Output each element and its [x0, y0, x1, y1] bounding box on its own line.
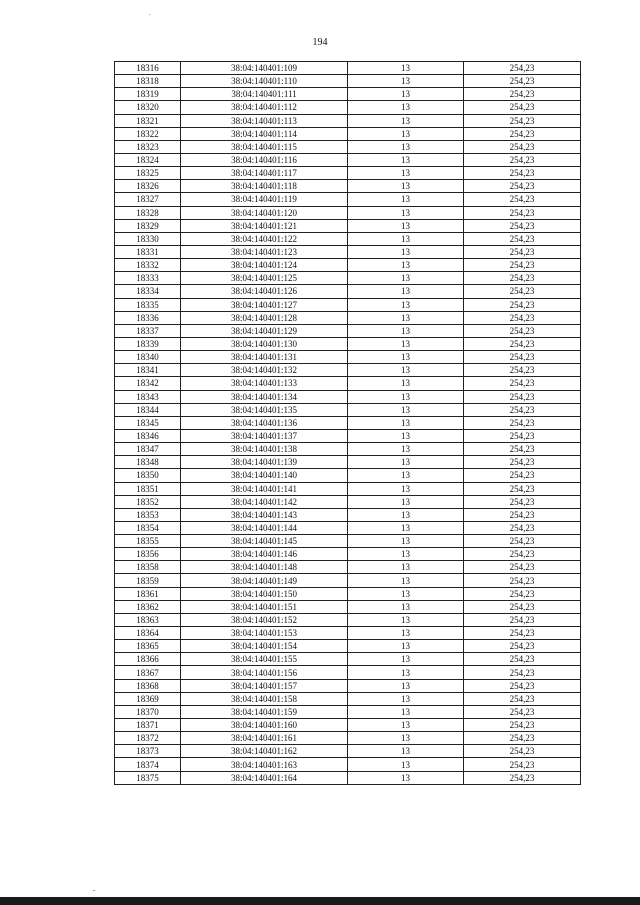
- table-row: [115, 232, 581, 245]
- scan-edge-bar: [0, 897, 640, 905]
- cadastral-number-cell: 38:04:140401:154: [181, 640, 348, 653]
- count-cell: 13: [348, 75, 464, 88]
- cadastral-number-cell: 38:04:140401:145: [181, 535, 348, 548]
- row-number-cell: 18319: [115, 88, 181, 101]
- count-cell: 13: [348, 88, 464, 101]
- cadastral-number-cell: 38:04:140401:150: [181, 587, 348, 600]
- row-number-cell: 18367: [115, 666, 181, 679]
- cadastral-number-cell: 38:04:140401:152: [181, 613, 348, 626]
- table-row: [115, 272, 581, 285]
- count-cell: 13: [348, 311, 464, 324]
- table-row: [115, 666, 581, 679]
- cadastral-number-cell: 38:04:140401:138: [181, 443, 348, 456]
- row-number-cell: 18371: [115, 719, 181, 732]
- table-row: [115, 62, 581, 75]
- table-body: [115, 62, 581, 785]
- row-number-cell: 18330: [115, 232, 181, 245]
- count-cell: 13: [348, 377, 464, 390]
- table-row: [115, 180, 581, 193]
- scan-speck: [149, 14, 150, 15]
- table-row: [115, 337, 581, 350]
- table-row: [115, 521, 581, 534]
- row-number-cell: 18346: [115, 429, 181, 442]
- cadastral-number-cell: 38:04:140401:130: [181, 337, 348, 350]
- row-number-cell: 18352: [115, 495, 181, 508]
- table-row: [115, 245, 581, 258]
- row-number-cell: 18364: [115, 627, 181, 640]
- table-row: [115, 705, 581, 718]
- count-cell: 13: [348, 403, 464, 416]
- table-row: [115, 101, 581, 114]
- area-cell: 254,23: [464, 758, 581, 771]
- area-cell: 254,23: [464, 587, 581, 600]
- table-row: [115, 732, 581, 745]
- table-row: [115, 495, 581, 508]
- cadastral-number-cell: 38:04:140401:115: [181, 140, 348, 153]
- area-cell: 254,23: [464, 627, 581, 640]
- cadastral-number-cell: 38:04:140401:139: [181, 456, 348, 469]
- table-row: [115, 574, 581, 587]
- area-cell: 254,23: [464, 153, 581, 166]
- table-row: [115, 548, 581, 561]
- count-cell: 13: [348, 167, 464, 180]
- row-number-cell: 18328: [115, 206, 181, 219]
- area-cell: 254,23: [464, 679, 581, 692]
- area-cell: 254,23: [464, 640, 581, 653]
- area-cell: 254,23: [464, 574, 581, 587]
- cadastral-number-cell: 38:04:140401:118: [181, 180, 348, 193]
- area-cell: 254,23: [464, 245, 581, 258]
- row-number-cell: 18340: [115, 351, 181, 364]
- area-cell: 254,23: [464, 653, 581, 666]
- area-cell: 254,23: [464, 377, 581, 390]
- cadastral-number-cell: 38:04:140401:123: [181, 245, 348, 258]
- area-cell: 254,23: [464, 719, 581, 732]
- row-number-cell: 18368: [115, 679, 181, 692]
- cadastral-number-cell: 38:04:140401:161: [181, 732, 348, 745]
- table-row: [115, 167, 581, 180]
- cadastral-number-cell: 38:04:140401:151: [181, 600, 348, 613]
- cadastral-number-cell: 38:04:140401:155: [181, 653, 348, 666]
- count-cell: 13: [348, 337, 464, 350]
- row-number-cell: 18361: [115, 587, 181, 600]
- table-row: [115, 640, 581, 653]
- area-cell: 254,23: [464, 180, 581, 193]
- row-number-cell: 18337: [115, 324, 181, 337]
- cadastral-number-cell: 38:04:140401:156: [181, 666, 348, 679]
- cadastral-number-cell: 38:04:140401:124: [181, 259, 348, 272]
- count-cell: 13: [348, 745, 464, 758]
- row-number-cell: 18326: [115, 180, 181, 193]
- area-cell: 254,23: [464, 259, 581, 272]
- row-number-cell: 18343: [115, 390, 181, 403]
- row-number-cell: 18348: [115, 456, 181, 469]
- row-number-cell: 18369: [115, 692, 181, 705]
- row-number-cell: 18358: [115, 561, 181, 574]
- area-cell: 254,23: [464, 508, 581, 521]
- table-row: [115, 719, 581, 732]
- area-cell: 254,23: [464, 351, 581, 364]
- table-row: [115, 587, 581, 600]
- table-row: [115, 351, 581, 364]
- count-cell: 13: [348, 495, 464, 508]
- count-cell: 13: [348, 758, 464, 771]
- area-cell: 254,23: [464, 403, 581, 416]
- area-cell: 254,23: [464, 521, 581, 534]
- area-cell: 254,23: [464, 600, 581, 613]
- area-cell: 254,23: [464, 311, 581, 324]
- cadastral-number-cell: 38:04:140401:126: [181, 285, 348, 298]
- count-cell: 13: [348, 127, 464, 140]
- count-cell: 13: [348, 259, 464, 272]
- cadastral-number-cell: 38:04:140401:136: [181, 416, 348, 429]
- count-cell: 13: [348, 324, 464, 337]
- area-cell: 254,23: [464, 745, 581, 758]
- table-row: [115, 298, 581, 311]
- row-number-cell: 18341: [115, 364, 181, 377]
- row-number-cell: 18316: [115, 62, 181, 75]
- row-number-cell: 18373: [115, 745, 181, 758]
- count-cell: 13: [348, 613, 464, 626]
- area-cell: 254,23: [464, 416, 581, 429]
- area-cell: 254,23: [464, 535, 581, 548]
- row-number-cell: 18335: [115, 298, 181, 311]
- area-cell: 254,23: [464, 140, 581, 153]
- cadastral-number-cell: 38:04:140401:148: [181, 561, 348, 574]
- cadastral-number-cell: 38:04:140401:129: [181, 324, 348, 337]
- area-cell: 254,23: [464, 285, 581, 298]
- area-cell: 254,23: [464, 469, 581, 482]
- table-row: [115, 771, 581, 784]
- cadastral-number-cell: 38:04:140401:134: [181, 390, 348, 403]
- table-row: [115, 482, 581, 495]
- row-number-cell: 18339: [115, 337, 181, 350]
- cadastral-number-cell: 38:04:140401:121: [181, 219, 348, 232]
- table-row: [115, 613, 581, 626]
- table-row: [115, 127, 581, 140]
- table-row: [115, 429, 581, 442]
- cadastral-number-cell: 38:04:140401:146: [181, 548, 348, 561]
- cadastral-number-cell: 38:04:140401:149: [181, 574, 348, 587]
- cadastral-number-cell: 38:04:140401:135: [181, 403, 348, 416]
- row-number-cell: 18351: [115, 482, 181, 495]
- cadastral-number-cell: 38:04:140401:111: [181, 88, 348, 101]
- row-number-cell: 18333: [115, 272, 181, 285]
- table-row: [115, 206, 581, 219]
- table-row: [115, 745, 581, 758]
- row-number-cell: 18334: [115, 285, 181, 298]
- count-cell: 13: [348, 653, 464, 666]
- count-cell: 13: [348, 114, 464, 127]
- count-cell: 13: [348, 298, 464, 311]
- table-row: [115, 679, 581, 692]
- area-cell: 254,23: [464, 298, 581, 311]
- cadastral-number-cell: 38:04:140401:109: [181, 62, 348, 75]
- table-row: [115, 692, 581, 705]
- table-row: [115, 627, 581, 640]
- count-cell: 13: [348, 640, 464, 653]
- cadastral-number-cell: 38:04:140401:141: [181, 482, 348, 495]
- area-cell: 254,23: [464, 548, 581, 561]
- row-number-cell: 18350: [115, 469, 181, 482]
- count-cell: 13: [348, 456, 464, 469]
- count-cell: 13: [348, 521, 464, 534]
- table-row: [115, 600, 581, 613]
- row-number-cell: 18355: [115, 535, 181, 548]
- cadastral-number-cell: 38:04:140401:119: [181, 193, 348, 206]
- count-cell: 13: [348, 429, 464, 442]
- count-cell: 13: [348, 692, 464, 705]
- area-cell: 254,23: [464, 324, 581, 337]
- count-cell: 13: [348, 364, 464, 377]
- table-row: [115, 416, 581, 429]
- table-row: [115, 75, 581, 88]
- cadastral-number-cell: 38:04:140401:143: [181, 508, 348, 521]
- table-row: [115, 403, 581, 416]
- table-row: [115, 114, 581, 127]
- count-cell: 13: [348, 443, 464, 456]
- count-cell: 13: [348, 153, 464, 166]
- row-number-cell: 18332: [115, 259, 181, 272]
- table-row: [115, 758, 581, 771]
- area-cell: 254,23: [464, 692, 581, 705]
- count-cell: 13: [348, 272, 464, 285]
- table-row: [115, 311, 581, 324]
- row-number-cell: 18363: [115, 613, 181, 626]
- count-cell: 13: [348, 771, 464, 784]
- row-number-cell: 18323: [115, 140, 181, 153]
- count-cell: 13: [348, 206, 464, 219]
- count-cell: 13: [348, 508, 464, 521]
- count-cell: 13: [348, 574, 464, 587]
- count-cell: 13: [348, 62, 464, 75]
- count-cell: 13: [348, 600, 464, 613]
- area-cell: 254,23: [464, 193, 581, 206]
- row-number-cell: 18336: [115, 311, 181, 324]
- cadastral-number-cell: 38:04:140401:160: [181, 719, 348, 732]
- row-number-cell: 18366: [115, 653, 181, 666]
- count-cell: 13: [348, 719, 464, 732]
- cadastral-number-cell: 38:04:140401:132: [181, 364, 348, 377]
- area-cell: 254,23: [464, 456, 581, 469]
- count-cell: 13: [348, 390, 464, 403]
- count-cell: 13: [348, 705, 464, 718]
- cadastral-number-cell: 38:04:140401:133: [181, 377, 348, 390]
- page-number: 194: [312, 37, 328, 48]
- table-row: [115, 153, 581, 166]
- row-number-cell: 18331: [115, 245, 181, 258]
- area-cell: 254,23: [464, 705, 581, 718]
- area-cell: 254,23: [464, 75, 581, 88]
- table-row: [115, 88, 581, 101]
- count-cell: 13: [348, 101, 464, 114]
- count-cell: 13: [348, 285, 464, 298]
- cadastral-number-cell: 38:04:140401:144: [181, 521, 348, 534]
- row-number-cell: 18321: [115, 114, 181, 127]
- row-number-cell: 18365: [115, 640, 181, 653]
- cadastral-number-cell: 38:04:140401:116: [181, 153, 348, 166]
- cadastral-number-cell: 38:04:140401:164: [181, 771, 348, 784]
- table-row: [115, 508, 581, 521]
- cadastral-number-cell: 38:04:140401:159: [181, 705, 348, 718]
- table-row: [115, 469, 581, 482]
- row-number-cell: 18362: [115, 600, 181, 613]
- row-number-cell: 18345: [115, 416, 181, 429]
- count-cell: 13: [348, 219, 464, 232]
- table-row: [115, 377, 581, 390]
- count-cell: 13: [348, 140, 464, 153]
- table-row: [115, 561, 581, 574]
- count-cell: 13: [348, 587, 464, 600]
- row-number-cell: 18370: [115, 705, 181, 718]
- cadastral-number-cell: 38:04:140401:153: [181, 627, 348, 640]
- row-number-cell: 18372: [115, 732, 181, 745]
- table-row: [115, 443, 581, 456]
- table-row: [115, 364, 581, 377]
- row-number-cell: 18324: [115, 153, 181, 166]
- count-cell: 13: [348, 679, 464, 692]
- row-number-cell: 18374: [115, 758, 181, 771]
- cadastral-number-cell: 38:04:140401:114: [181, 127, 348, 140]
- row-number-cell: 18325: [115, 167, 181, 180]
- area-cell: 254,23: [464, 232, 581, 245]
- cadastral-number-cell: 38:04:140401:113: [181, 114, 348, 127]
- cadastral-number-cell: 38:04:140401:157: [181, 679, 348, 692]
- count-cell: 13: [348, 535, 464, 548]
- row-number-cell: 18322: [115, 127, 181, 140]
- area-cell: 254,23: [464, 62, 581, 75]
- count-cell: 13: [348, 232, 464, 245]
- area-cell: 254,23: [464, 390, 581, 403]
- count-cell: 13: [348, 180, 464, 193]
- table-row: [115, 535, 581, 548]
- cadastral-number-cell: 38:04:140401:162: [181, 745, 348, 758]
- area-cell: 254,23: [464, 114, 581, 127]
- cadastral-number-cell: 38:04:140401:163: [181, 758, 348, 771]
- cadastral-number-cell: 38:04:140401:125: [181, 272, 348, 285]
- area-cell: 254,23: [464, 206, 581, 219]
- row-number-cell: 18375: [115, 771, 181, 784]
- area-cell: 254,23: [464, 482, 581, 495]
- count-cell: 13: [348, 627, 464, 640]
- table-row: [115, 193, 581, 206]
- area-cell: 254,23: [464, 443, 581, 456]
- cadastral-number-cell: 38:04:140401:137: [181, 429, 348, 442]
- table-row: [115, 219, 581, 232]
- cadastral-number-cell: 38:04:140401:140: [181, 469, 348, 482]
- row-number-cell: 18356: [115, 548, 181, 561]
- data-table: [114, 61, 581, 785]
- row-number-cell: 18354: [115, 521, 181, 534]
- cadastral-number-cell: 38:04:140401:122: [181, 232, 348, 245]
- area-cell: 254,23: [464, 337, 581, 350]
- area-cell: 254,23: [464, 127, 581, 140]
- row-number-cell: 18342: [115, 377, 181, 390]
- count-cell: 13: [348, 666, 464, 679]
- cadastral-number-cell: 38:04:140401:117: [181, 167, 348, 180]
- area-cell: 254,23: [464, 561, 581, 574]
- table-row: [115, 456, 581, 469]
- count-cell: 13: [348, 245, 464, 258]
- row-number-cell: 18329: [115, 219, 181, 232]
- count-cell: 13: [348, 416, 464, 429]
- cadastral-number-cell: 38:04:140401:131: [181, 351, 348, 364]
- row-number-cell: 18359: [115, 574, 181, 587]
- table-row: [115, 653, 581, 666]
- area-cell: 254,23: [464, 272, 581, 285]
- row-number-cell: 18347: [115, 443, 181, 456]
- cadastral-number-cell: 38:04:140401:127: [181, 298, 348, 311]
- area-cell: 254,23: [464, 88, 581, 101]
- cadastral-number-cell: 38:04:140401:158: [181, 692, 348, 705]
- row-number-cell: 18353: [115, 508, 181, 521]
- row-number-cell: 18327: [115, 193, 181, 206]
- table-row: [115, 285, 581, 298]
- table-row: [115, 390, 581, 403]
- count-cell: 13: [348, 561, 464, 574]
- area-cell: 254,23: [464, 101, 581, 114]
- table-row: [115, 324, 581, 337]
- area-cell: 254,23: [464, 771, 581, 784]
- area-cell: 254,23: [464, 732, 581, 745]
- cadastral-number-cell: 38:04:140401:110: [181, 75, 348, 88]
- area-cell: 254,23: [464, 219, 581, 232]
- table-row: [115, 259, 581, 272]
- cadastral-number-cell: 38:04:140401:128: [181, 311, 348, 324]
- count-cell: 13: [348, 732, 464, 745]
- row-number-cell: 18344: [115, 403, 181, 416]
- count-cell: 13: [348, 193, 464, 206]
- count-cell: 13: [348, 469, 464, 482]
- cadastral-number-cell: 38:04:140401:112: [181, 101, 348, 114]
- table-row: [115, 140, 581, 153]
- area-cell: 254,23: [464, 167, 581, 180]
- area-cell: 254,23: [464, 364, 581, 377]
- count-cell: 13: [348, 548, 464, 561]
- row-number-cell: 18318: [115, 75, 181, 88]
- count-cell: 13: [348, 351, 464, 364]
- cadastral-number-cell: 38:04:140401:120: [181, 206, 348, 219]
- area-cell: 254,23: [464, 666, 581, 679]
- area-cell: 254,23: [464, 613, 581, 626]
- row-number-cell: 18320: [115, 101, 181, 114]
- area-cell: 254,23: [464, 429, 581, 442]
- cadastral-number-cell: 38:04:140401:142: [181, 495, 348, 508]
- scan-speck: [93, 890, 95, 891]
- count-cell: 13: [348, 482, 464, 495]
- area-cell: 254,23: [464, 495, 581, 508]
